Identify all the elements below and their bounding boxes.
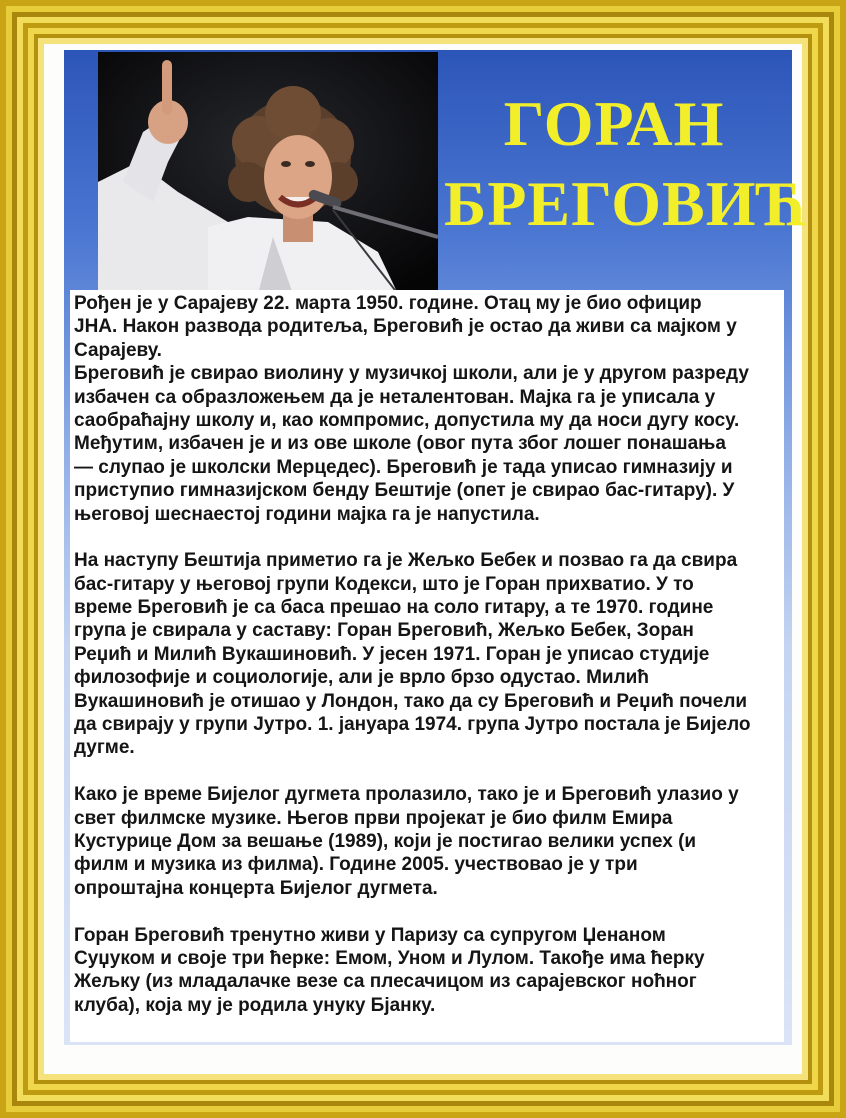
paragraph xyxy=(74,292,784,526)
paragraph xyxy=(74,549,784,760)
text-line: Реџић и Милић Вукашиновић. У јесен 1971. Горан је уписао студије xyxy=(74,643,710,665)
text-line: филм и музика из филма). Године 2005. учествовао је у три xyxy=(74,854,638,876)
text-line: свет филмске музике. Његов први пројекат је био филм Емира xyxy=(74,807,673,829)
text-line: Међутим, избачен је и из ове школе (овог пута због лошег понашања xyxy=(74,433,726,455)
text-line: саобраћајну школу и, као компромис, допустила му да носи дугу косу. xyxy=(74,409,740,431)
text-line: група је свирала у саставу: Горан Бреговић, Жељко Бебек, Зоран xyxy=(74,620,694,642)
text-line: — слупао је школски Мерцедес). Бреговић је тада уписао гимназију и xyxy=(74,456,733,478)
text-line: На наступу Бештија приметио га је Жељко Бебек и позвао га да свира xyxy=(74,550,738,572)
performer-illustration xyxy=(98,52,438,294)
text-line: Горан Бреговић тренутно живи у Паризу са супругом Џенаном xyxy=(74,924,666,946)
text-line: дугме. xyxy=(74,737,135,759)
paragraph-gap xyxy=(74,900,784,923)
text-line: време Бреговић је са баса прешао на соло гитару, а те 1970. године xyxy=(74,597,714,619)
text-line: Како је време Бијелог дугмета пролазило, тако је и Бреговић улазио у xyxy=(74,784,739,806)
text-line: клуба), која му је родила унуку Бјанку. xyxy=(74,994,436,1016)
text-line: ЈНА. Након развода родитеља, Бреговић је остао да живи са мајком у xyxy=(74,316,737,338)
title-line-surname: БРЕГОВИЋ xyxy=(444,168,809,239)
text-line: Суџуком и своје три ћерке: Емом, Уном и Лулом. Такође има ћерку xyxy=(74,947,705,969)
page-title xyxy=(444,84,809,244)
text-line: избачен са образложењем да је неталентован. Мајка га је уписала у xyxy=(74,386,716,408)
paragraph-gap xyxy=(74,760,784,783)
text-line: његовој шеснаестој години мајка га је напустила. xyxy=(74,503,540,525)
text-line: Рођен је у Сарајеву 22. марта 1950. године. Отац му је био официр xyxy=(74,293,702,314)
text-line: опроштајна концерта Бијелог дугмета. xyxy=(74,877,438,899)
paragraph xyxy=(74,924,784,1018)
biography-text xyxy=(74,292,784,1017)
text-line: Бреговић је свирао виолину у музичкој школи, али је у другом разреду xyxy=(74,363,749,385)
text-line: Кустурице Дом за вешање (1989), који је постигао велики успех (и xyxy=(74,830,697,852)
text-line: приступио гимназијском бенду Бештије (опет је свирао бас-гитару). У xyxy=(74,480,735,502)
performer-photo xyxy=(98,52,438,294)
title-line-first-name: ГОРАН xyxy=(503,88,725,159)
text-line: Вукашиновић је отишао у Лондон, тако да су Бреговић и Реџић почели xyxy=(74,690,748,712)
text-line: филозофије и социологије, али је врло брзо одустао. Милић xyxy=(74,667,649,689)
text-line: да свирају у групи Јутро. 1. јануара 1974. група Јутро постала је Бијело xyxy=(74,714,751,736)
text-line: Жељку (из младалачке везе са плесачицом из сарајевског ноћног xyxy=(74,971,697,993)
text-line: бас-гитару у његовој групи Кодекси, што је Горан прихватио. У то xyxy=(74,573,694,595)
paragraph xyxy=(74,783,784,900)
text-line: Сарајеву. xyxy=(74,339,162,361)
paragraph-gap xyxy=(74,526,784,549)
